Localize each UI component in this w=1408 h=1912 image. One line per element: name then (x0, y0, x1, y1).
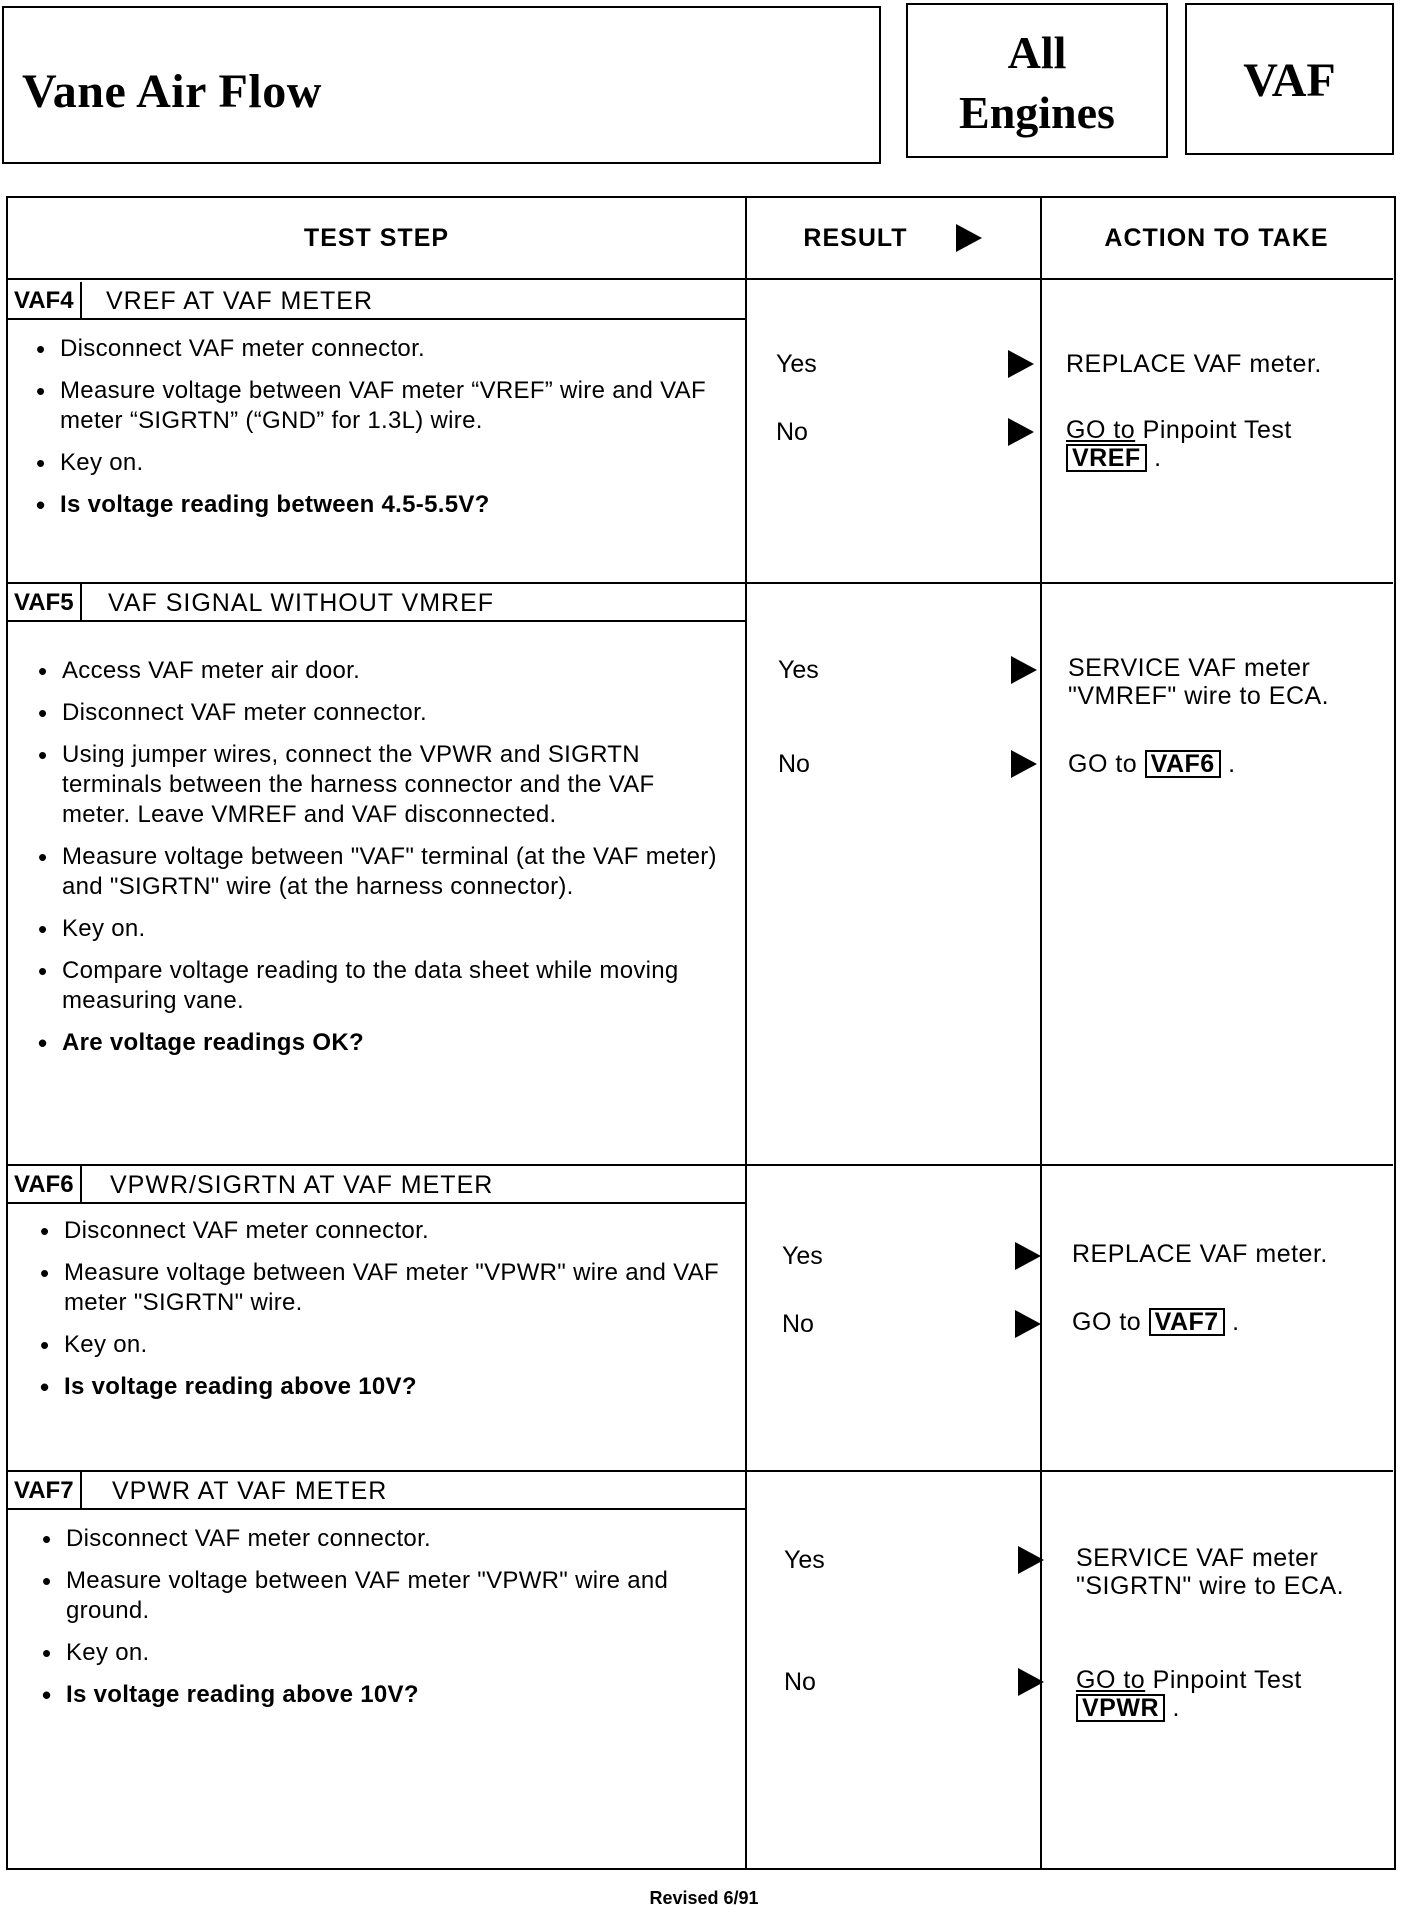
action-no (1066, 416, 1366, 472)
action-yes: SERVICE VAF meter "VMREF" wire to ECA. (1068, 654, 1330, 710)
action-go-to: GO to (1072, 1308, 1142, 1336)
result-yes: Yes (782, 1242, 823, 1270)
result-yes: Yes (778, 656, 819, 684)
result-no: No (784, 1668, 816, 1696)
test-table (6, 196, 1396, 1870)
result-no: No (776, 418, 808, 446)
yes-arrow-icon (1008, 350, 1034, 378)
revision-footer: Revised 6/91 (649, 1888, 759, 1908)
result-yes: Yes (776, 350, 817, 378)
column-divider-1 (745, 198, 747, 1868)
step-id: VAF5 (8, 584, 82, 622)
step-id: VAF4 (8, 282, 82, 320)
action-period: . (1172, 1694, 1180, 1722)
result-yes: Yes (784, 1546, 825, 1574)
ref-link[interactable]: VAF6 (1145, 750, 1221, 778)
instruction: • Disconnect VAF meter connector. (30, 698, 720, 728)
result-arrow-icon (956, 224, 982, 252)
instruction: • Measure voltage between VAF meter "VPWR" wire and ground. (34, 1566, 724, 1626)
instruction: • Disconnect VAF meter connector. (28, 334, 718, 364)
action-period: . (1232, 1308, 1240, 1336)
title-box (2, 6, 881, 164)
col-result (745, 198, 1040, 278)
step-instructions (34, 1524, 724, 1722)
ref-link[interactable]: VREF (1066, 444, 1147, 472)
engines-line-2: Engines (959, 87, 1115, 138)
yes-arrow-icon (1018, 1546, 1044, 1574)
column-divider-2 (1040, 198, 1042, 1868)
no-arrow-icon (1018, 1668, 1044, 1696)
action-go-to: GO to (1076, 1666, 1146, 1694)
question: • Is voltage reading above 10V? (34, 1680, 724, 1710)
instruction: • Compare voltage reading to the data sheet while moving measuring vane. (30, 956, 720, 1016)
instruction: • Measure voltage between "VAF" terminal (at the VAF meter) and "SIGRTN" wire (at the harness connector). (30, 842, 720, 902)
instruction: • Key on. (28, 448, 718, 478)
ref-link[interactable]: VPWR (1076, 1694, 1165, 1722)
action-yes: REPLACE VAF meter. (1072, 1240, 1328, 1268)
instruction: • Measure voltage between VAF meter “VREF” wire and VAF meter “SIGRTN” (“GND” for 1.3L) wire. (28, 376, 718, 436)
step-vaf7 (8, 1472, 745, 1868)
action-go-to: GO to (1068, 750, 1138, 778)
instruction: • Key on. (32, 1330, 722, 1360)
step-title: VPWR AT VAF METER (112, 1476, 388, 1505)
step-vaf4 (8, 282, 745, 582)
no-arrow-icon (1015, 1310, 1041, 1338)
question: • Is voltage reading above 10V? (32, 1372, 722, 1402)
action-no (1076, 1666, 1376, 1722)
step-instructions (30, 656, 720, 1070)
step-header (8, 1166, 745, 1204)
col-action: ACTION TO TAKE (1104, 223, 1329, 252)
engines-line-1: All (1007, 27, 1067, 78)
question: • Is voltage reading between 4.5-5.5V? (28, 490, 718, 520)
instruction: • Key on. (34, 1638, 724, 1668)
action-yes: SERVICE VAF meter "SIGRTN" wire to ECA. (1076, 1544, 1345, 1600)
action-period: . (1154, 444, 1162, 472)
result-no: No (782, 1310, 814, 1338)
yes-arrow-icon (1015, 1242, 1041, 1270)
no-arrow-icon (1008, 418, 1034, 446)
step-vaf5 (8, 584, 745, 1164)
instruction: • Access VAF meter air door. (30, 656, 720, 686)
step-vaf6 (8, 1166, 745, 1470)
engines-box (906, 3, 1168, 158)
step-header (8, 584, 745, 622)
step-header (8, 1472, 745, 1510)
header-divider (8, 278, 1393, 280)
col-test-step: TEST STEP (303, 223, 450, 252)
action-no (1068, 750, 1236, 778)
page-title: Vane Air Flow (22, 65, 322, 118)
step-id: VAF6 (8, 1166, 82, 1204)
action-yes: REPLACE VAF meter. (1066, 350, 1322, 378)
instruction: • Using jumper wires, connect the VPWR and SIGRTN terminals between the harness connector and the VAF meter. Leave VMREF and VAF disconnected. (30, 740, 720, 830)
action-no (1072, 1308, 1240, 1336)
instruction: • Key on. (30, 914, 720, 944)
col-result-label: RESULT (803, 223, 908, 252)
no-arrow-icon (1011, 750, 1037, 778)
step-instructions (32, 1216, 722, 1414)
step-header (8, 282, 745, 320)
yes-arrow-icon (1011, 656, 1037, 684)
step-title: VPWR/SIGRTN AT VAF METER (110, 1170, 494, 1199)
instruction: • Measure voltage between VAF meter "VPWR" wire and VAF meter "SIGRTN" wire. (32, 1258, 722, 1318)
step-instructions (28, 334, 718, 532)
step-id: VAF7 (8, 1472, 82, 1510)
instruction: • Disconnect VAF meter connector. (32, 1216, 722, 1246)
action-pinpoint: Pinpoint Test (1142, 416, 1292, 444)
ref-link[interactable]: VAF7 (1149, 1308, 1225, 1336)
step-title: VAF SIGNAL WITHOUT VMREF (108, 588, 495, 617)
action-go-to: GO to (1066, 416, 1136, 444)
result-no: No (778, 750, 810, 778)
code-box (1185, 3, 1394, 155)
instruction: • Disconnect VAF meter connector. (34, 1524, 724, 1554)
section-code: VAF (1243, 54, 1336, 107)
question: • Are voltage readings OK? (30, 1028, 720, 1058)
action-period: . (1228, 750, 1236, 778)
step-title: VREF AT VAF METER (106, 286, 374, 315)
engines-label (908, 23, 1166, 143)
action-pinpoint: Pinpoint Test (1152, 1666, 1302, 1694)
